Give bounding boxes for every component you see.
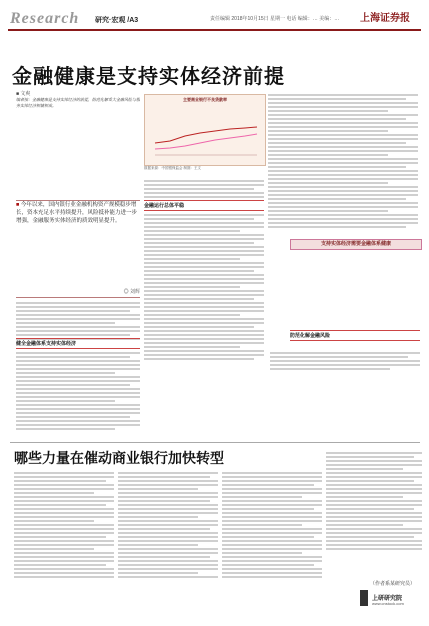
- quote-mark-icon: ■: [16, 202, 20, 208]
- article-title: 金融健康是支持实体经济前提: [12, 66, 285, 88]
- article2-title: 哪些力量在催动商业银行加快转型: [14, 452, 224, 467]
- quote-author: ◎ 刘辉: [123, 289, 140, 295]
- text-column: [144, 212, 264, 362]
- section-label: 研究·宏观 /A3: [95, 17, 139, 24]
- chart-caption: 数据来源：中国银保监会 制图：王文: [144, 166, 201, 170]
- text-column: [16, 350, 140, 432]
- article2-author: （作者系某研究员）: [370, 581, 416, 587]
- publisher-site: www.cnstock.com: [372, 601, 404, 606]
- quote-text: 今年以来，国内银行业金融机构资产规模稳步增长，资本充足水平持续提升，风险抵补能力进一步增强，金融服务实体经济的质效明显提升。: [16, 202, 138, 224]
- text-column: [16, 300, 140, 342]
- masthead-logo: 上海证券报: [360, 13, 410, 24]
- article-lead: 编者按：金融健康是支持实体经济的前提，防范化解重大金融风险与服务实体经济相辅相成。: [16, 97, 140, 108]
- text-column: [222, 470, 322, 580]
- subheading: 防范化解金融风险: [290, 330, 420, 341]
- publisher-logo-icon: [360, 590, 368, 606]
- article-chart: [144, 94, 266, 166]
- article-byline: ■ 文爽: [16, 91, 31, 97]
- text-column: [118, 470, 218, 580]
- pull-quote: [16, 200, 140, 298]
- subheading: 健全金融体系支持实体经济: [16, 338, 140, 349]
- section-divider: [10, 442, 420, 443]
- header-rule: [8, 29, 421, 31]
- subheading: 金融运行总体平稳: [144, 200, 264, 211]
- text-column: [268, 92, 418, 230]
- publisher-name: 上研研究院: [372, 596, 403, 602]
- box-heading: 支持实体经济需要金融体系健康: [290, 239, 422, 250]
- brand-label: Research: [10, 10, 80, 27]
- header-meta: 责任编辑 2018年10月15日 星期一 电话 编辑：… 美编：…: [210, 16, 340, 22]
- chart-title: 主要商业银行不良贷款率: [183, 97, 227, 102]
- chart-plot: [145, 103, 265, 163]
- page-header: [0, 0, 429, 42]
- text-column: [144, 178, 264, 200]
- text-column: [270, 350, 420, 372]
- text-column: [326, 450, 422, 552]
- text-column: [14, 470, 114, 580]
